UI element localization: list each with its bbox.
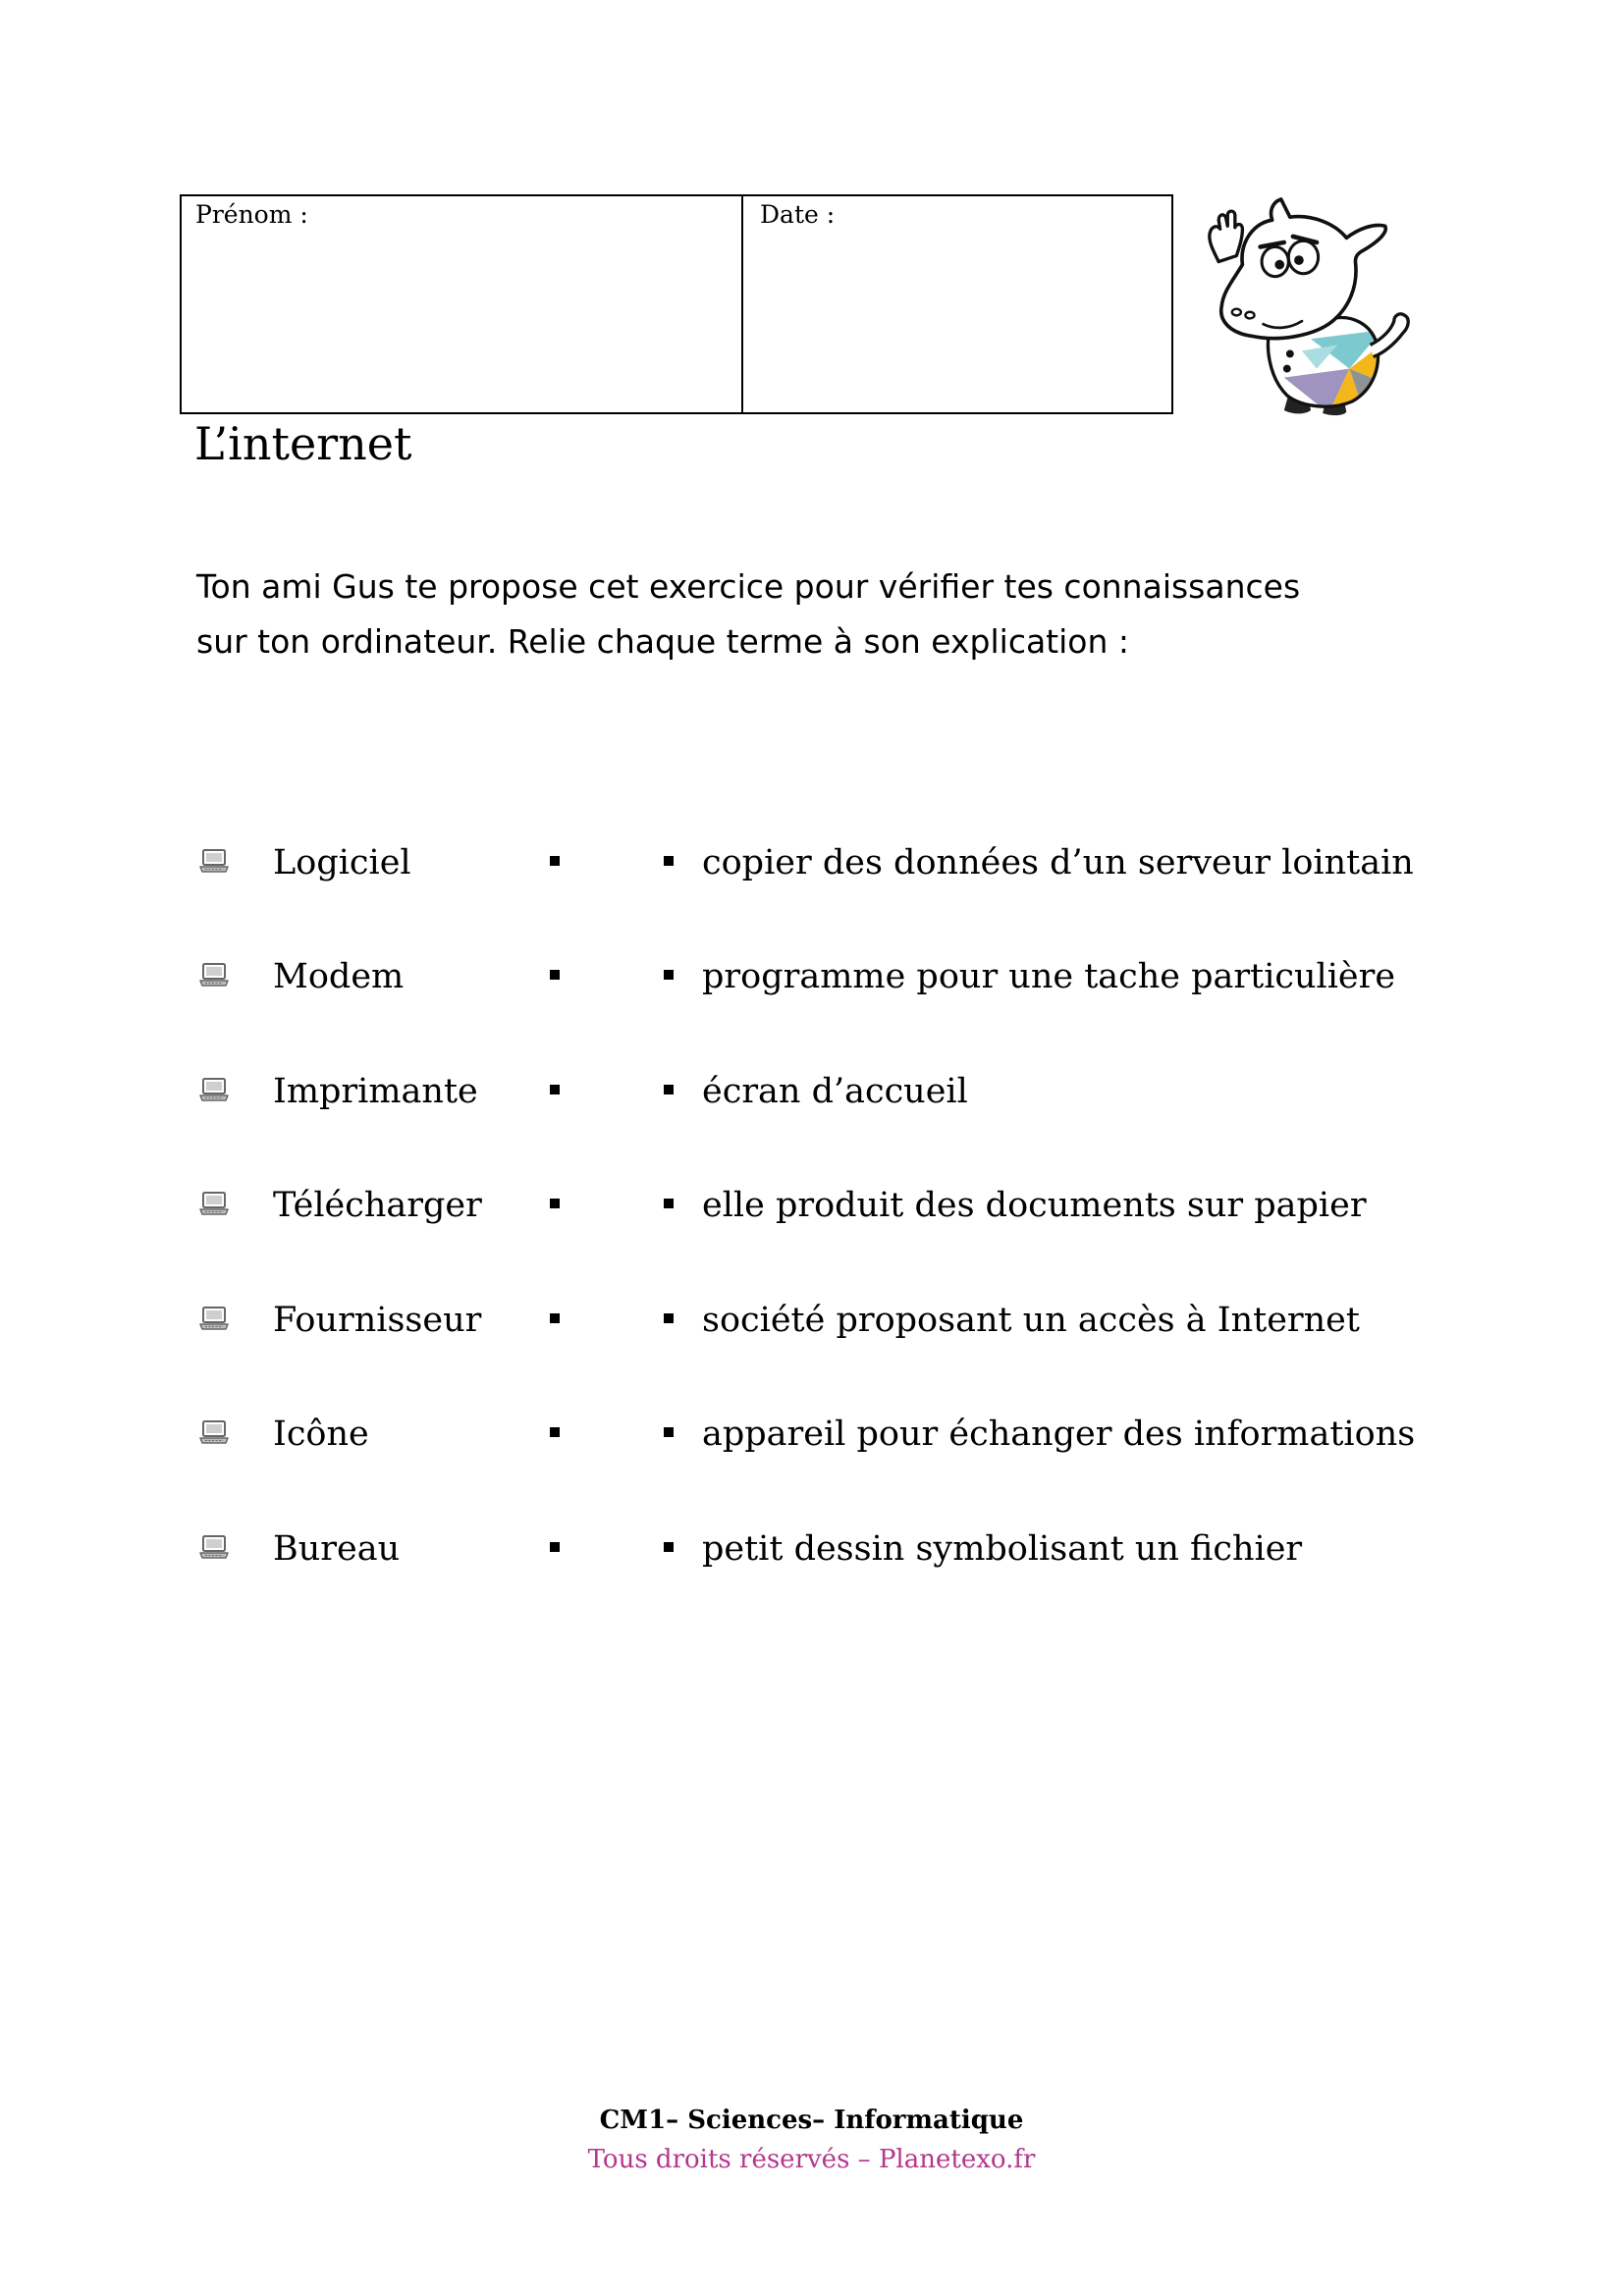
instructions [196,560,1300,669]
explanation: petit dessin symbolisant un fichier [702,1529,1303,1569]
footer-course: CM1– Sciences– Informatique [599,2106,1024,2135]
student-info-box [180,194,1173,414]
term: Télécharger [273,1186,482,1225]
term-link-dot [550,1427,560,1437]
computer-icon [198,1535,230,1559]
explanation: appareil pour échanger des informations [702,1415,1416,1454]
term-link-dot [550,1085,560,1095]
date-label: Date : [760,200,836,229]
computer-icon [198,849,230,873]
explanation-link-dot [664,1199,674,1208]
matching-row [0,838,1623,887]
computer-icon [198,1307,230,1330]
instructions-line: sur ton ordinateur. Relie chaque terme à son explication : [196,622,1130,661]
matching-row [0,1410,1623,1459]
computer-icon [198,1078,230,1101]
footer-copyright: Tous droits réservés – Planetexo.fr [587,2145,1036,2174]
matching-row [0,1524,1623,1574]
term-link-dot [550,856,560,866]
term: Bureau [273,1529,401,1569]
explanation-link-dot [664,1085,674,1095]
matching-row [0,1181,1623,1230]
explanation-link-dot [664,1427,674,1437]
matching-row [0,952,1623,1001]
computer-icon [198,1192,230,1215]
explanation-link-dot [664,1542,674,1552]
page-title: L’internet [194,417,412,470]
computer-icon [198,963,230,987]
prenom-field [182,196,743,412]
term-link-dot [550,1313,560,1323]
term: Icône [273,1415,369,1454]
date-field [743,196,1171,412]
term: Imprimante [273,1072,478,1111]
explanation: copier des données d’un serveur lointain [702,843,1414,882]
instructions-line: Ton ami Gus te propose cet exercice pour vérifier tes connaissances [196,567,1301,606]
computer-icon [198,1420,230,1444]
term: Fournisseur [273,1301,482,1340]
explanation-link-dot [664,970,674,980]
gus-mascot [1204,196,1412,416]
term: Modem [273,957,405,996]
explanation: elle produit des documents sur papier [702,1186,1367,1225]
explanation: société proposant un accès à Internet [702,1301,1360,1340]
prenom-label: Prénom : [195,200,308,229]
explanation-link-dot [664,856,674,866]
explanation-link-dot [664,1313,674,1323]
explanation: écran d’accueil [702,1072,968,1111]
term-link-dot [550,1199,560,1208]
term-link-dot [550,1542,560,1552]
explanation: programme pour une tache particulière [702,957,1396,996]
term: Logiciel [273,843,411,882]
matching-row [0,1067,1623,1116]
matching-row [0,1296,1623,1345]
term-link-dot [550,970,560,980]
